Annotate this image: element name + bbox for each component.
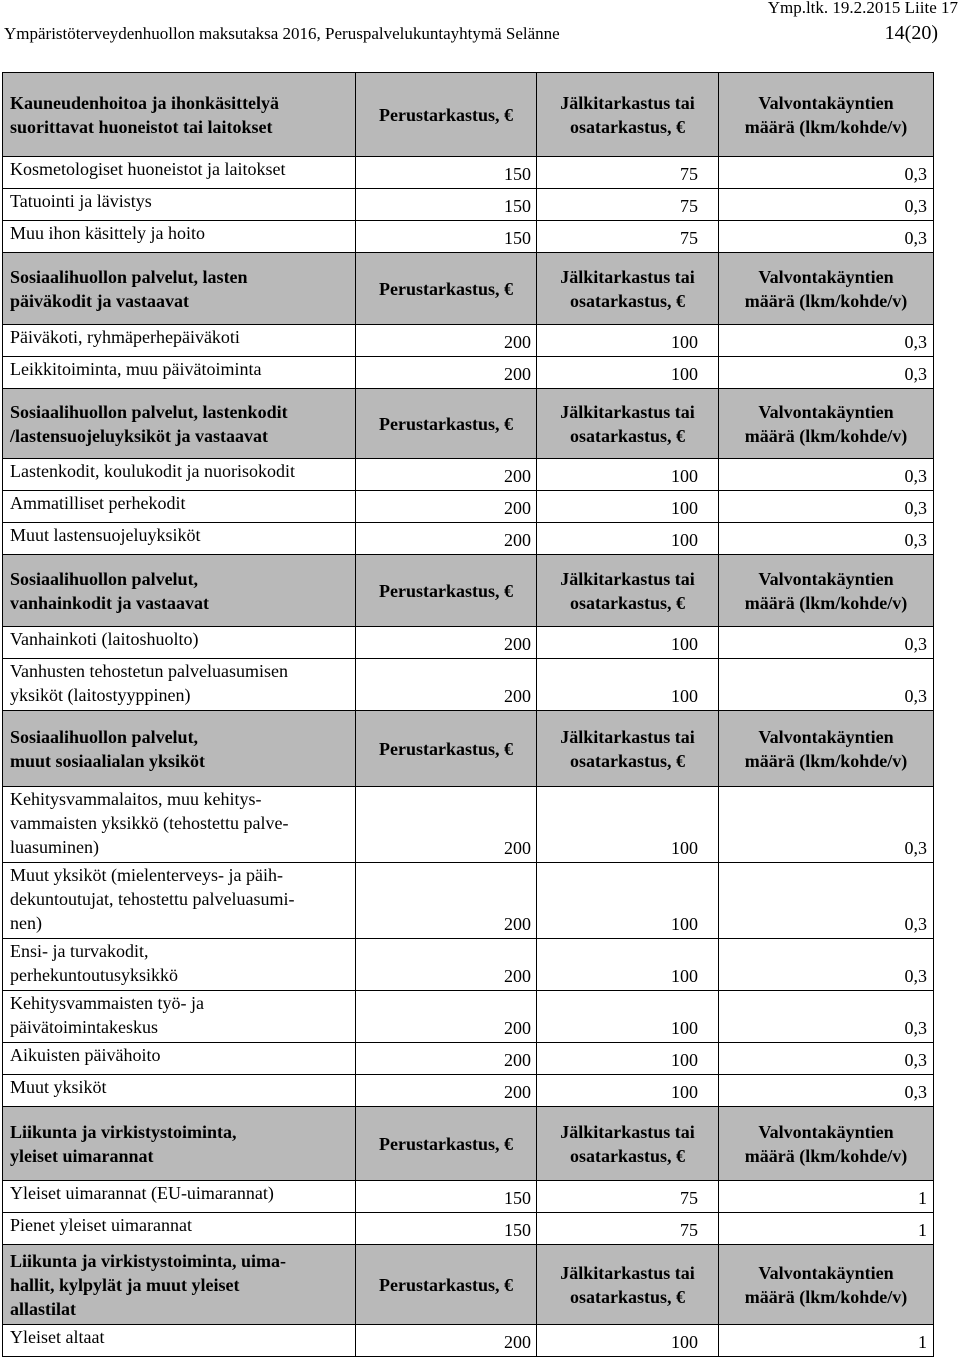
basic-inspection-fee: 150 <box>356 189 537 221</box>
page-number: 14(20) <box>884 22 938 44</box>
inspection-visits: 1 <box>719 1325 934 1357</box>
table-row <box>3 1325 934 1357</box>
section-header-row <box>3 1107 934 1181</box>
basic-inspection-header: Perustarkastus, € <box>356 555 537 627</box>
basic-inspection-header: Perustarkastus, € <box>356 1245 537 1325</box>
followup-inspection-fee: 100 <box>537 991 719 1043</box>
followup-inspection-fee: 75 <box>537 189 719 221</box>
basic-inspection-fee: 150 <box>356 1213 537 1245</box>
table-row <box>3 221 934 253</box>
table-row <box>3 1181 934 1213</box>
fee-table <box>2 72 934 1357</box>
basic-inspection-fee: 200 <box>356 627 537 659</box>
table-row <box>3 357 934 389</box>
basic-inspection-fee: 200 <box>356 863 537 939</box>
table-row <box>3 1075 934 1107</box>
facility-name: Kosmetologiset huoneistot ja laitokset <box>3 157 356 189</box>
inspection-visits: 0,3 <box>719 325 934 357</box>
followup-inspection-fee: 75 <box>537 1181 719 1213</box>
facility-name: Leikkitoiminta, muu päivätoiminta <box>3 357 356 389</box>
followup-inspection-header: Jälkitarkastus tai osatarkastus, € <box>537 711 719 787</box>
followup-inspection-fee: 100 <box>537 357 719 389</box>
section-header-row <box>3 253 934 325</box>
inspection-visits-header: Valvontakäyntien määrä (lkm/kohde/v) <box>719 711 934 787</box>
basic-inspection-fee: 200 <box>356 523 537 555</box>
inspection-visits: 0,3 <box>719 863 934 939</box>
inspection-visits-header: Valvontakäyntien määrä (lkm/kohde/v) <box>719 1245 934 1325</box>
document-title: Ympäristöterveydenhuollon maksutaksa 2016, Peruspalvelukuntayhtymä Selänne <box>4 24 560 43</box>
basic-inspection-header: Perustarkastus, € <box>356 1107 537 1181</box>
inspection-visits-header: Valvontakäyntien määrä (lkm/kohde/v) <box>719 1107 934 1181</box>
table-row <box>3 627 934 659</box>
facility-name: Pienet yleiset uimarannat <box>3 1213 356 1245</box>
table-row <box>3 939 934 991</box>
inspection-visits: 0,3 <box>719 787 934 863</box>
inspection-visits: 0,3 <box>719 357 934 389</box>
followup-inspection-header: Jälkitarkastus tai osatarkastus, € <box>537 253 719 325</box>
followup-inspection-fee: 100 <box>537 863 719 939</box>
followup-inspection-fee: 100 <box>537 523 719 555</box>
facility-name: Aikuisten päivähoito <box>3 1043 356 1075</box>
inspection-visits: 0,3 <box>719 491 934 523</box>
inspection-visits-header: Valvontakäyntien määrä (lkm/kohde/v) <box>719 73 934 157</box>
facility-name: Muut yksiköt (mielenterveys- ja päih- dekuntoutujat, tehostettu palveluasumi- nen) <box>3 863 356 939</box>
basic-inspection-header: Perustarkastus, € <box>356 711 537 787</box>
followup-inspection-fee: 100 <box>537 939 719 991</box>
basic-inspection-fee: 200 <box>356 991 537 1043</box>
followup-inspection-fee: 100 <box>537 659 719 711</box>
inspection-visits: 1 <box>719 1181 934 1213</box>
followup-inspection-fee: 100 <box>537 787 719 863</box>
followup-inspection-fee: 100 <box>537 1075 719 1107</box>
basic-inspection-fee: 200 <box>356 1075 537 1107</box>
followup-inspection-header: Jälkitarkastus tai osatarkastus, € <box>537 73 719 157</box>
facility-name: Yleiset altaat <box>3 1325 356 1357</box>
table-row <box>3 523 934 555</box>
table-row <box>3 1043 934 1075</box>
facility-name: Ensi- ja turvakodit, perhekuntoutusyksikkö <box>3 939 356 991</box>
basic-inspection-header: Perustarkastus, € <box>356 73 537 157</box>
inspection-visits: 0,3 <box>719 991 934 1043</box>
section-header-row <box>3 1245 934 1325</box>
followup-inspection-fee: 100 <box>537 1043 719 1075</box>
basic-inspection-fee: 200 <box>356 325 537 357</box>
basic-inspection-fee: 200 <box>356 659 537 711</box>
table-row <box>3 1213 934 1245</box>
facility-name: Tatuointi ja lävistys <box>3 189 356 221</box>
facility-name: Vanhusten tehostetun palveluasumisen yksiköt (laitostyyppinen) <box>3 659 356 711</box>
basic-inspection-fee: 200 <box>356 1043 537 1075</box>
inspection-visits-header: Valvontakäyntien määrä (lkm/kohde/v) <box>719 253 934 325</box>
facility-name: Yleiset uimarannat (EU-uimarannat) <box>3 1181 356 1213</box>
table-row <box>3 459 934 491</box>
basic-inspection-fee: 200 <box>356 787 537 863</box>
inspection-visits: 0,3 <box>719 189 934 221</box>
section-header-row <box>3 73 934 157</box>
table-row <box>3 491 934 523</box>
inspection-visits: 0,3 <box>719 523 934 555</box>
inspection-visits: 0,3 <box>719 221 934 253</box>
section-title: Kauneudenhoitoa ja ihonkäsittelyä suorittavat huoneistot tai laitokset <box>3 73 356 157</box>
basic-inspection-header: Perustarkastus, € <box>356 253 537 325</box>
followup-inspection-header: Jälkitarkastus tai osatarkastus, € <box>537 1245 719 1325</box>
followup-inspection-header: Jälkitarkastus tai osatarkastus, € <box>537 389 719 459</box>
facility-name: Muu ihon käsittely ja hoito <box>3 221 356 253</box>
section-header-row <box>3 389 934 459</box>
followup-inspection-fee: 75 <box>537 157 719 189</box>
inspection-visits: 0,3 <box>719 939 934 991</box>
facility-name: Muut lastensuojeluyksiköt <box>3 523 356 555</box>
inspection-visits-header: Valvontakäyntien määrä (lkm/kohde/v) <box>719 389 934 459</box>
section-title: Sosiaalihuollon palvelut, vanhainkodit ja vastaavat <box>3 555 356 627</box>
section-header-row <box>3 711 934 787</box>
basic-inspection-fee: 200 <box>356 459 537 491</box>
inspection-visits: 0,3 <box>719 157 934 189</box>
followup-inspection-fee: 75 <box>537 221 719 253</box>
basic-inspection-fee: 200 <box>356 357 537 389</box>
followup-inspection-fee: 100 <box>537 627 719 659</box>
followup-inspection-fee: 100 <box>537 325 719 357</box>
followup-inspection-header: Jälkitarkastus tai osatarkastus, € <box>537 1107 719 1181</box>
followup-inspection-fee: 100 <box>537 1325 719 1357</box>
followup-inspection-fee: 75 <box>537 1213 719 1245</box>
basic-inspection-header: Perustarkastus, € <box>356 389 537 459</box>
basic-inspection-fee: 200 <box>356 491 537 523</box>
section-title: Sosiaalihuollon palvelut, lastenkodit /lastensuojeluyksiköt ja vastaavat <box>3 389 356 459</box>
basic-inspection-fee: 150 <box>356 221 537 253</box>
basic-inspection-fee: 200 <box>356 1325 537 1357</box>
inspection-visits: 0,3 <box>719 659 934 711</box>
table-row <box>3 157 934 189</box>
facility-name: Vanhainkoti (laitoshuolto) <box>3 627 356 659</box>
inspection-visits: 1 <box>719 1213 934 1245</box>
table-row <box>3 787 934 863</box>
table-row <box>3 991 934 1043</box>
table-row <box>3 659 934 711</box>
basic-inspection-fee: 200 <box>356 939 537 991</box>
section-title: Liikunta ja virkistystoiminta, uima- hallit, kylpylät ja muut yleiset allastilat <box>3 1245 356 1325</box>
facility-name: Muut yksiköt <box>3 1075 356 1107</box>
basic-inspection-fee: 150 <box>356 1181 537 1213</box>
inspection-visits-header: Valvontakäyntien määrä (lkm/kohde/v) <box>719 555 934 627</box>
inspection-visits: 0,3 <box>719 627 934 659</box>
inspection-visits: 0,3 <box>719 1043 934 1075</box>
inspection-visits: 0,3 <box>719 1075 934 1107</box>
table-row <box>3 189 934 221</box>
page-header <box>0 0 960 70</box>
facility-name: Kehitysvammaisten työ- ja päivätoimintakeskus <box>3 991 356 1043</box>
facility-name: Ammatilliset perhekodit <box>3 491 356 523</box>
basic-inspection-fee: 150 <box>356 157 537 189</box>
facility-name: Päiväkoti, ryhmäperhepäiväkoti <box>3 325 356 357</box>
facility-name: Kehitysvammalaitos, muu kehitys- vammaisten yksikkö (tehostettu palve- luasuminen) <box>3 787 356 863</box>
document-reference: Ymp.ltk. 19.2.2015 Liite 17 <box>767 0 958 17</box>
table-row <box>3 863 934 939</box>
followup-inspection-fee: 100 <box>537 459 719 491</box>
table-row <box>3 325 934 357</box>
followup-inspection-header: Jälkitarkastus tai osatarkastus, € <box>537 555 719 627</box>
facility-name: Lastenkodit, koulukodit ja nuorisokodit <box>3 459 356 491</box>
inspection-visits: 0,3 <box>719 459 934 491</box>
section-title: Sosiaalihuollon palvelut, muut sosiaalialan yksiköt <box>3 711 356 787</box>
section-title: Liikunta ja virkistystoiminta, yleiset uimarannat <box>3 1107 356 1181</box>
followup-inspection-fee: 100 <box>537 491 719 523</box>
section-header-row <box>3 555 934 627</box>
section-title: Sosiaalihuollon palvelut, lasten päiväkodit ja vastaavat <box>3 253 356 325</box>
